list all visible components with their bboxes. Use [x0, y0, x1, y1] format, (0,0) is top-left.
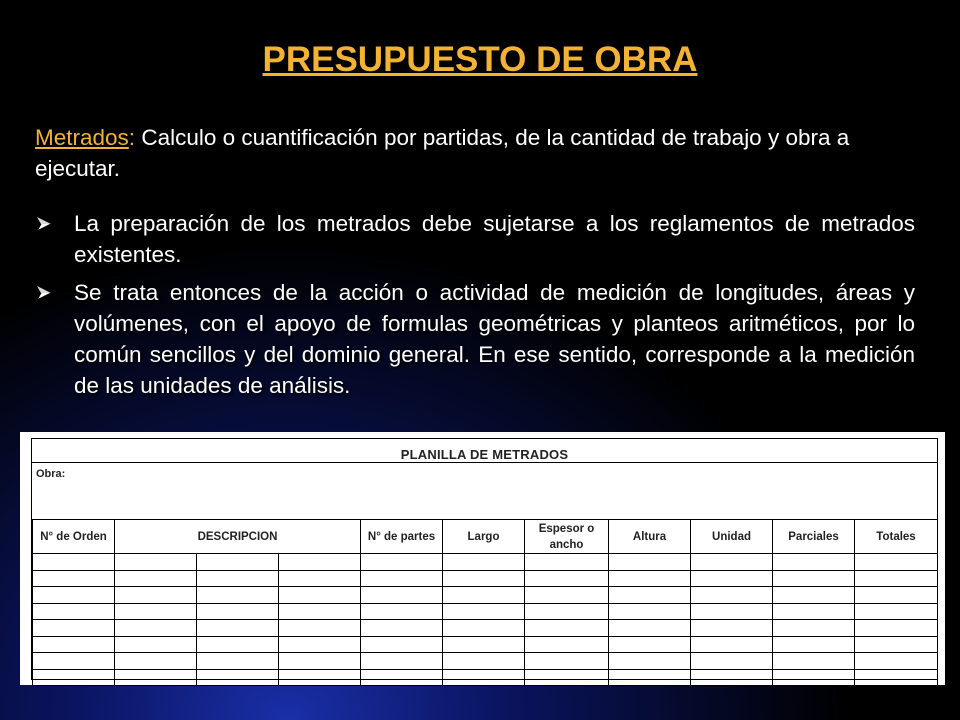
planilla-title-divider — [32, 462, 937, 463]
obra-label: Obra: — [36, 468, 66, 480]
arrow-bullet-icon — [35, 284, 53, 302]
table-row — [33, 570, 938, 587]
header-descripcion: DESCRIPCION — [115, 520, 361, 554]
header-altura: Altura — [609, 520, 691, 554]
bullet-item — [35, 208, 915, 270]
table-body — [33, 554, 938, 686]
table-row — [33, 554, 938, 571]
table-row — [33, 603, 938, 620]
bullet-list — [35, 208, 915, 408]
table-row — [33, 587, 938, 604]
table-row — [33, 669, 938, 686]
table-row — [33, 620, 938, 637]
planilla-frame — [31, 438, 938, 680]
header-espesor: Espesor o ancho — [525, 520, 609, 554]
definition-text: Calculo o cuantificación por partidas, de la cantidad de trabajo y obra a ejecutar. — [35, 125, 850, 181]
header-parciales: Parciales — [773, 520, 855, 554]
definition-colon: : — [128, 125, 136, 150]
arrow-bullet-icon — [35, 215, 53, 233]
bullet-item — [35, 277, 915, 401]
definition-term: Metrados — [35, 125, 129, 150]
table-row — [33, 636, 938, 653]
planilla-image — [20, 432, 945, 685]
header-totales: Totales — [855, 520, 938, 554]
header-largo: Largo — [443, 520, 525, 554]
slide-title: PRESUPUESTO DE OBRA — [262, 40, 698, 79]
bullet-text: La preparación de los metrados debe sujetarse a los reglamentos de metrados existentes. — [74, 211, 915, 267]
metrados-table — [32, 519, 938, 686]
header-partes: N° de partes — [361, 520, 443, 554]
metrados-definition — [35, 122, 915, 184]
planilla-title: PLANILLA DE METRADOS — [400, 447, 569, 462]
header-orden: N° de Orden — [33, 520, 115, 554]
table-row — [33, 653, 938, 670]
header-unidad: Unidad — [691, 520, 773, 554]
table-header-row — [33, 520, 938, 554]
bullet-text: Se trata entonces de la acción o actividad de medición de longitudes, áreas y volúmenes, con el apoyo de formulas geométricas y planteos aritméticos, por lo común sencillos y del dominio general. En ese sentido, corresponde a la medición de las unidades de análisis. — [74, 280, 915, 398]
